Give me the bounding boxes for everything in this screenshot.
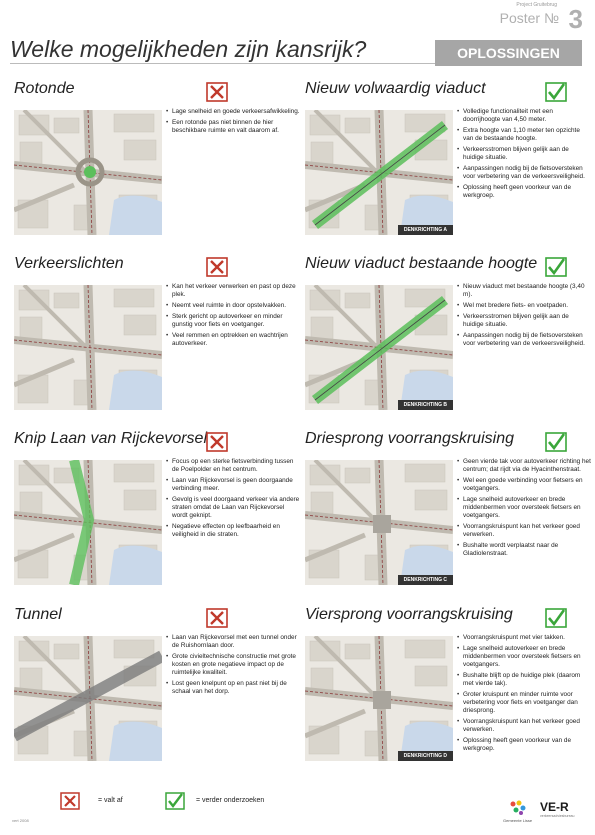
solution-bullets (166, 283, 300, 351)
solution-section (14, 80, 300, 250)
solution-bullets (457, 634, 591, 756)
title-divider (10, 63, 435, 64)
solution-section (305, 80, 585, 250)
solution-title: Knip Laan van Rijckevorsel (14, 430, 207, 447)
bullet-item: • Gevolg is veel doorgaand verkeer via andere straten omdat de Laan van Rijckevorsel wordt geknipt. (166, 496, 300, 520)
bullet-item: • Verkeersstromen blijven gelijk aan de huidige situatie. (457, 146, 591, 162)
solution-map (305, 285, 453, 410)
bullet-item: • Lage snelheid en goede verkeersafwikkeling. (166, 108, 300, 116)
map-label: DENKRICHTING B (398, 400, 453, 410)
bullet-item: • Lost geen knelpunt op en past niet bij de schaal van het dorp. (166, 680, 300, 696)
bullet-item: • Kan het verkeer verwerken en past op deze plek. (166, 283, 300, 299)
solution-section (305, 606, 585, 776)
bullet-item: • Lage snelheid autoverkeer en brede middenbermen voor oversteek fietsers en voetgangers. (457, 496, 591, 520)
accept-icon (165, 792, 185, 815)
accept-icon (545, 608, 567, 628)
solution-map (305, 460, 453, 585)
map-label: DENKRICHTING C (398, 575, 453, 585)
solution-title: Nieuw viaduct bestaande hoogte (305, 255, 538, 272)
solution-title: Tunnel (14, 606, 62, 623)
solution-map (14, 110, 162, 235)
solution-bullets (457, 458, 591, 561)
bullet-item: • Oplossing heeft geen voorkeur van de werkgroep. (457, 184, 591, 200)
bullet-item: • Laan van Rijckevorsel met een tunnel onder de Ruishornlaan door. (166, 634, 300, 650)
reject-icon (206, 257, 228, 277)
gemeente-logo-icon (509, 800, 527, 816)
solution-title: Rotonde (14, 80, 75, 97)
accept-icon (545, 82, 567, 102)
accept-icon (545, 257, 567, 277)
solution-map (305, 110, 453, 235)
page-title: Welke mogelijkheden zijn kansrijk? (10, 36, 367, 62)
map-label: DENKRICHTING D (398, 751, 453, 761)
bullet-item: • Volledige functionaliteit met een doorrijhoogte van 4,50 meter. (457, 108, 591, 124)
solution-bullets (166, 458, 300, 542)
reject-icon (206, 432, 228, 452)
poster-number-wrap (569, 4, 583, 35)
solution-section (305, 255, 585, 425)
accept-icon (545, 432, 567, 452)
bullet-item: • Geen vierde tak voor autoverkeer richting het centrum; dat rijdt via de Hyacinthenstraat. (457, 458, 591, 474)
solution-section (305, 430, 591, 600)
reject-icon (206, 82, 228, 102)
bullet-item: • Oplossing heeft geen voorkeur van de werkgroep. (457, 737, 591, 753)
oplossingen-badge: OPLOSSINGEN (435, 40, 582, 66)
project-name: Project Gruitebrug (516, 2, 557, 8)
footnote: vert 2008 (12, 818, 29, 823)
bullet-item: • Aanpassingen nodig bij de fietsoversteken voor verbetering van de verkeersveiligheid. (457, 165, 591, 181)
bullet-item: • Aanpassingen nodig bij de fietsoversteken voor verbetering van de verkeersveiligheid. (457, 332, 591, 348)
bullet-item: • Extra hoogte van 1,10 meter ten opzichte van de bestaande hoogte. (457, 127, 591, 143)
bullet-item: • Sterk gericht op autoverkeer en minder gunstig voor fiets en voetganger. (166, 313, 300, 329)
bullet-item: • Een rotonde pas niet binnen de hier beschikbare ruimte en valt daarom af. (166, 119, 300, 135)
map-label: DENKRICHTING A (398, 225, 453, 235)
poster-number: 3 (568, 4, 583, 34)
ver-logo (540, 800, 590, 828)
bullet-item: • Voorrangskruispunt kan het verkeer goed verwerken. (457, 718, 591, 734)
ver-logo-text: VE-R (540, 800, 569, 814)
bullet-item: • Wel met bredere fiets- en voetpaden. (457, 302, 591, 310)
solution-bullets (166, 108, 300, 138)
ver-logo-sub: verkeersadviesbureau (540, 814, 575, 818)
bullet-item: • Voorrangskruispunt kan het verkeer goed verwerken. (457, 523, 591, 539)
bullet-item: • Neemt veel ruimte in door opstelvakken. (166, 302, 300, 310)
legend-reject-text: = valt af (98, 797, 123, 804)
bullet-item: • Voorrangskruispunt met vier takken. (457, 634, 591, 642)
bullet-item: • Laan van Rijckevorsel is geen doorgaande verbinding meer. (166, 477, 300, 493)
gemeente-name: Gemeente Lisse (503, 818, 533, 823)
bullet-item: • Lage snelheid autoverkeer en brede middenbermen voor oversteek fietsers en voetgangers. (457, 645, 591, 669)
bullet-item: • Veel remmen en optrekken en wachtrijen autoverkeer. (166, 332, 300, 348)
reject-icon (60, 792, 80, 815)
bullet-item: • Grote civieltechnische constructie met grote kosten en grote negatieve impact op de ruimtelijke kwaliteit. (166, 653, 300, 677)
solution-title: Driesprong voorrangskruising (305, 430, 514, 447)
solution-section (14, 430, 300, 600)
solution-title: Viersprong voorrangskruising (305, 606, 513, 623)
reject-icon (206, 608, 228, 628)
bullet-item: • Groter kruispunt en minder ruimte voor verbetering voor fiets en voetganger dan driesprong. (457, 691, 591, 715)
bullet-item: • Negatieve effecten op leefbaarheid en veiligheid in die straten. (166, 523, 300, 539)
bullet-item: • Focus op een sterke fietsverbinding tussen de Poelpolder en het centrum. (166, 458, 300, 474)
bullet-item: • Bushalte blijft op de huidige plek (daarom met vierde tak). (457, 672, 591, 688)
solution-map (14, 636, 162, 761)
bullet-item: • Wel een goede verbinding voor fietsers en voetgangers. (457, 477, 591, 493)
solution-title: Nieuw volwaardig viaduct (305, 80, 486, 97)
solution-bullets (457, 283, 591, 351)
solution-section (14, 255, 294, 425)
solution-map (305, 636, 453, 761)
legend (60, 792, 360, 822)
bullet-item: • Nieuw viaduct met bestaande hoogte (3,40 m). (457, 283, 591, 299)
solution-bullets (166, 634, 300, 699)
bullet-item: • Verkeersstromen blijven gelijk aan de huidige situatie. (457, 313, 591, 329)
legend-accept-text: = verder onderzoeken (196, 797, 265, 804)
solution-map (14, 285, 162, 410)
gemeente-logo (503, 800, 533, 828)
solution-section (14, 606, 297, 776)
bullet-item: • Bushalte wordt verplaatst naar de Gladiolenstraat. (457, 542, 591, 558)
poster-label: Poster № (499, 10, 559, 26)
solution-map (14, 460, 162, 585)
solution-bullets (457, 108, 591, 203)
solution-title: Verkeerslichten (14, 255, 124, 272)
